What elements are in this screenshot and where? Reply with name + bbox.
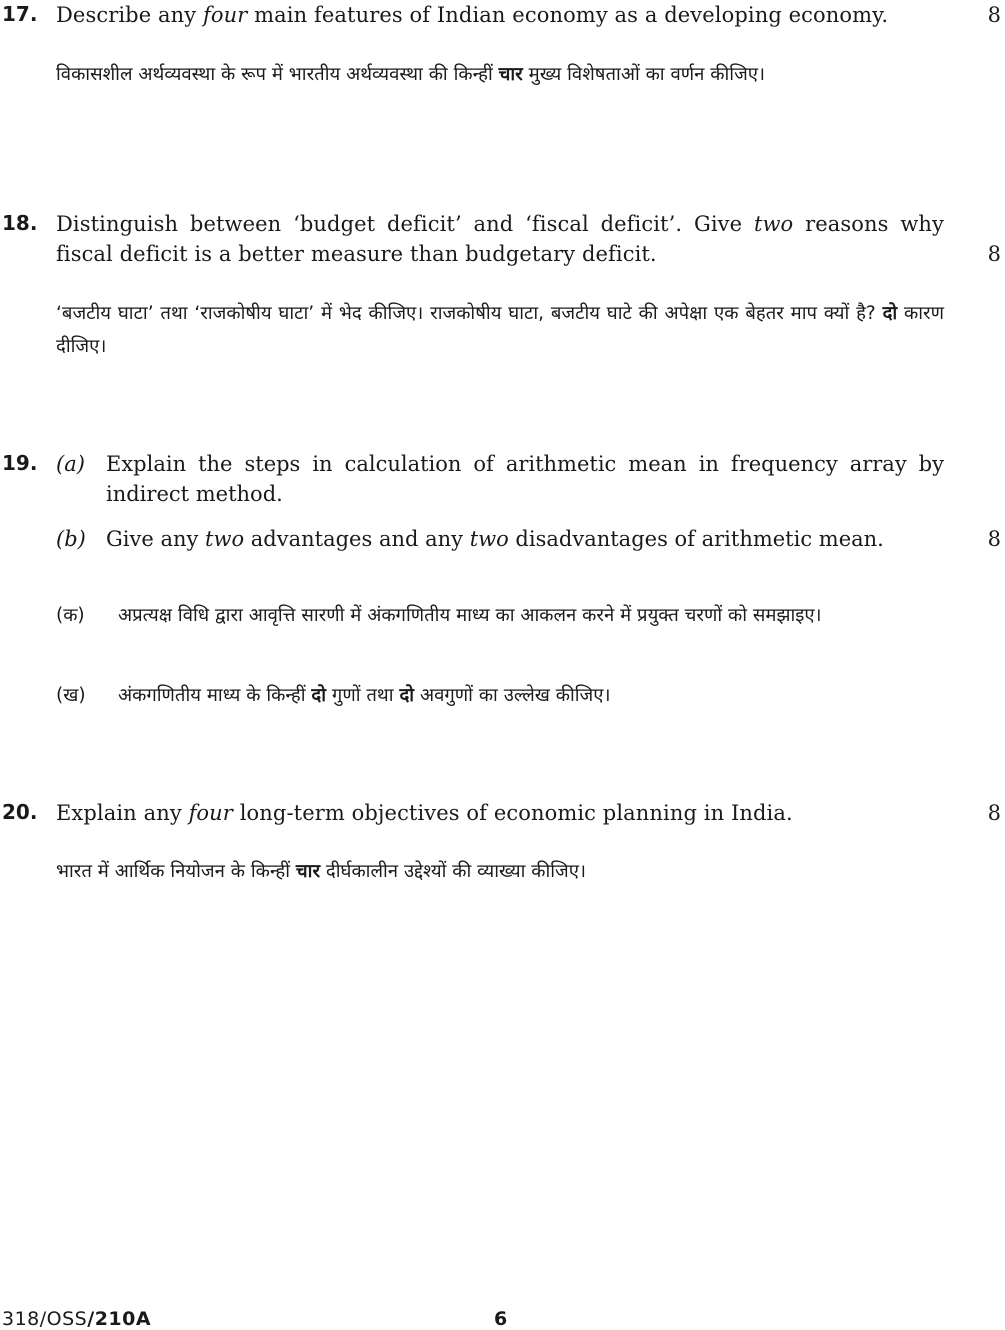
question-number: 20. xyxy=(2,800,38,824)
emphasis: two xyxy=(205,527,245,551)
question-number: 18. xyxy=(2,211,38,235)
question-number: 19. xyxy=(2,451,38,475)
sub-question-label-ka: (क) xyxy=(56,605,85,626)
emphasis: two xyxy=(469,527,509,551)
sub-question-label-kha: (ख) xyxy=(56,685,86,706)
question-text-hindi: ‘बजटीय घाटा’ तथा ‘राजकोषीय घाटा’ में भेद कीजिए। राजकोषीय घाटा, बजटीय घाटे की अपेक्षा एक बेहतर माप क्यों है? दो कारण दीजिए। xyxy=(56,303,944,357)
emphasis: चार xyxy=(295,861,321,882)
marks: 8 xyxy=(987,801,1001,825)
sub-question-b-text: Give any two advantages and any two disadvantages of arithmetic mean. xyxy=(106,527,884,551)
sub-question-ka-text: अप्रत्यक्ष विधि द्वारा आवृत्ति सारणी में अंकगणितीय माध्य का आकलन करने में प्रयुक्त चरणों को समझाइए। xyxy=(118,605,822,626)
page-number: 6 xyxy=(494,1308,508,1330)
sub-question-a-text: Explain the steps in calculation of arithmetic mean in frequency array by indirect method. xyxy=(106,452,944,506)
paper-code: 318/OSS/210A xyxy=(2,1308,152,1330)
question-number: 17. xyxy=(2,2,38,26)
emphasis: दो xyxy=(882,303,898,324)
marks: 8 xyxy=(987,3,1001,27)
emphasis: दो xyxy=(399,685,415,706)
question-text-english: Distinguish between ‘budget deficit’ and ‘fiscal deficit’. Give two reasons why fiscal deficit is a better measure than budgetary deficit. xyxy=(56,212,944,266)
sub-question-label-a: (a) xyxy=(56,452,85,476)
question-text-hindi: भारत में आर्थिक नियोजन के किन्हीं चार दीर्घकालीन उद्देश्यों की व्याख्या कीजिए। xyxy=(56,861,587,882)
sub-question-kha-text: अंकगणितीय माध्य के किन्हीं दो गुणों तथा दो अवगुणों का उल्लेख कीजिए। xyxy=(118,685,611,706)
emphasis: दो xyxy=(311,685,327,706)
sub-question-label-b: (b) xyxy=(56,527,86,551)
emphasis: two xyxy=(753,212,794,236)
marks: 8 xyxy=(987,527,1001,551)
question-text-hindi: विकासशील अर्थव्यवस्था के रूप में भारतीय अर्थव्यवस्था की किन्हीं चार मुख्य विशेषताओं का वर्णन कीजिए। xyxy=(56,64,766,85)
emphasis: चार xyxy=(498,64,523,85)
emphasis: four xyxy=(203,3,248,27)
question-text-english: Explain any four long-term objectives of economic planning in India. xyxy=(56,801,793,825)
marks: 8 xyxy=(987,242,1001,266)
emphasis: four xyxy=(188,801,233,825)
question-text-english: Describe any four main features of Indian economy as a developing economy. xyxy=(56,3,889,27)
